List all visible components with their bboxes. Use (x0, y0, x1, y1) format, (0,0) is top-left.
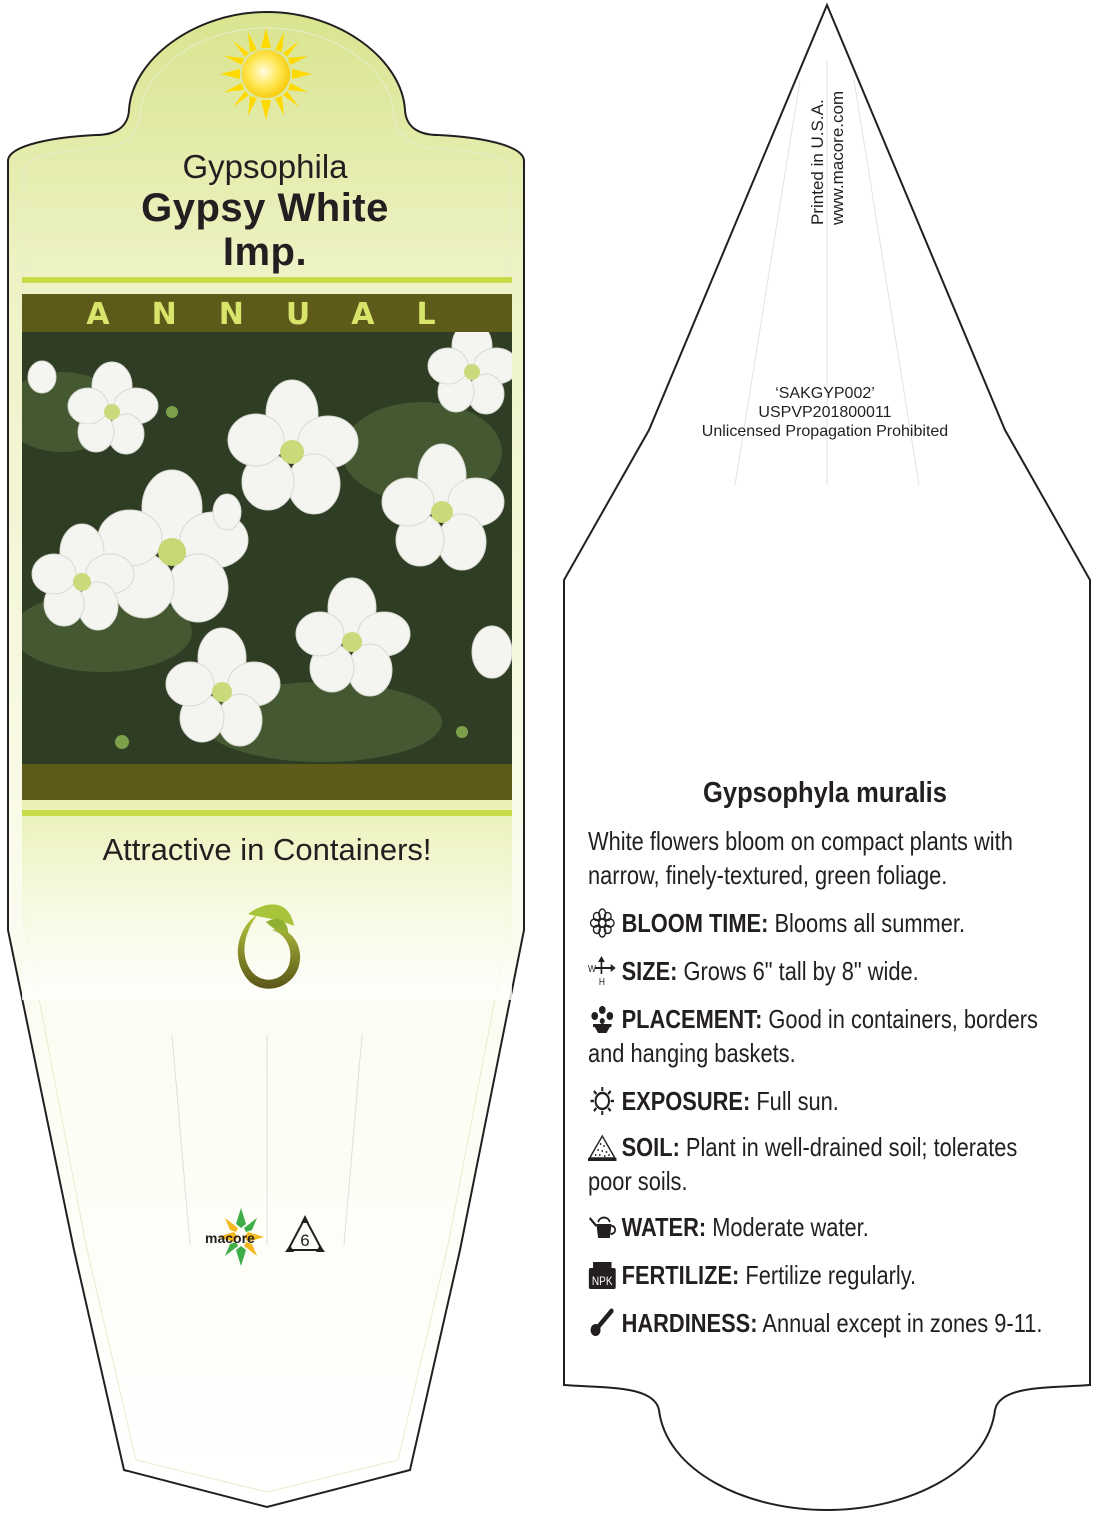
feature-label: SOIL: (621, 1132, 680, 1162)
feature-hardiness (588, 1306, 1043, 1340)
feature-fertilize (588, 1258, 1008, 1292)
feature-soil (588, 1130, 1058, 1198)
plant-photo (22, 332, 512, 764)
patent-number: USPVP201800011 (758, 404, 892, 421)
size-icon (588, 956, 617, 986)
feature-text: Blooms all summer. (774, 908, 966, 938)
variety-line-1: Gypsy White (141, 186, 389, 230)
placement-icon (588, 1004, 617, 1034)
plant-description: White flowers bloom on compact plants with narrow, finely-textured, green foliage. (588, 826, 1013, 890)
recycle-code: 6 (300, 1231, 310, 1250)
genus-name: Gypsophila (182, 148, 348, 185)
feature-label: HARDINESS: (621, 1308, 758, 1338)
recycle-icon (282, 1214, 328, 1258)
exposure-sun-icon (588, 1086, 617, 1116)
macore-seedling-logo (228, 892, 308, 992)
soil-icon (588, 1132, 617, 1162)
feature-text: Moderate water. (712, 1212, 869, 1242)
feature-text: Fertilize regularly. (745, 1260, 917, 1290)
npk-icon (588, 1260, 617, 1290)
feature-exposure (588, 1084, 1008, 1118)
thermometer-icon (588, 1308, 617, 1338)
feature-size (588, 954, 1008, 988)
printed-in: Printed in U.S.A. (808, 99, 827, 225)
feature-water (588, 1210, 1008, 1244)
feature-text: Grows 6" tall by 8" wide. (683, 956, 919, 986)
sun-icon (218, 26, 314, 122)
bottom-band (22, 764, 512, 800)
feature-text: Full sun. (756, 1086, 839, 1116)
svg-text:H: H (598, 976, 605, 986)
svg-text:W: W (588, 963, 596, 975)
license-code: ‘SAKGYP002’ (775, 385, 875, 402)
feature-text: Plant in well-drained soil; tolerates poor soils. (588, 1132, 1018, 1196)
feature-label: WATER: (621, 1212, 707, 1242)
website: www.macore.com (828, 90, 847, 225)
feature-label: PLACEMENT: (621, 1004, 763, 1034)
variety-line-2: Imp. (222, 230, 308, 274)
feature-label: EXPOSURE: (621, 1086, 751, 1116)
feature-placement (588, 1002, 1058, 1070)
species-name: Gypsophyla muralis (703, 777, 947, 809)
feature-label: FERTILIZE: (621, 1260, 740, 1290)
feature-text: Annual except in zones 9-11. (762, 1308, 1043, 1338)
annual-label: ANNUAL (86, 297, 478, 332)
feature-label: SIZE: (621, 956, 678, 986)
flower-icon (588, 908, 617, 938)
feature-label: BLOOM TIME: (621, 908, 769, 938)
feature-text: Good in containers, borders and hanging baskets. (588, 1004, 1038, 1068)
variety-name (40, 186, 490, 274)
feature-bloom-time (588, 906, 1008, 940)
print-info (808, 91, 848, 225)
tagline: Attractive in Containers! (102, 832, 432, 867)
license-info (560, 384, 1090, 441)
gypsophila-flowers-image (22, 332, 512, 764)
propagation-notice: Unlicensed Propagation Prohibited (701, 423, 949, 440)
watering-can-icon (588, 1212, 617, 1242)
macore-wordmark: macore (205, 1230, 255, 1246)
svg-text:NPK: NPK (591, 1275, 613, 1289)
